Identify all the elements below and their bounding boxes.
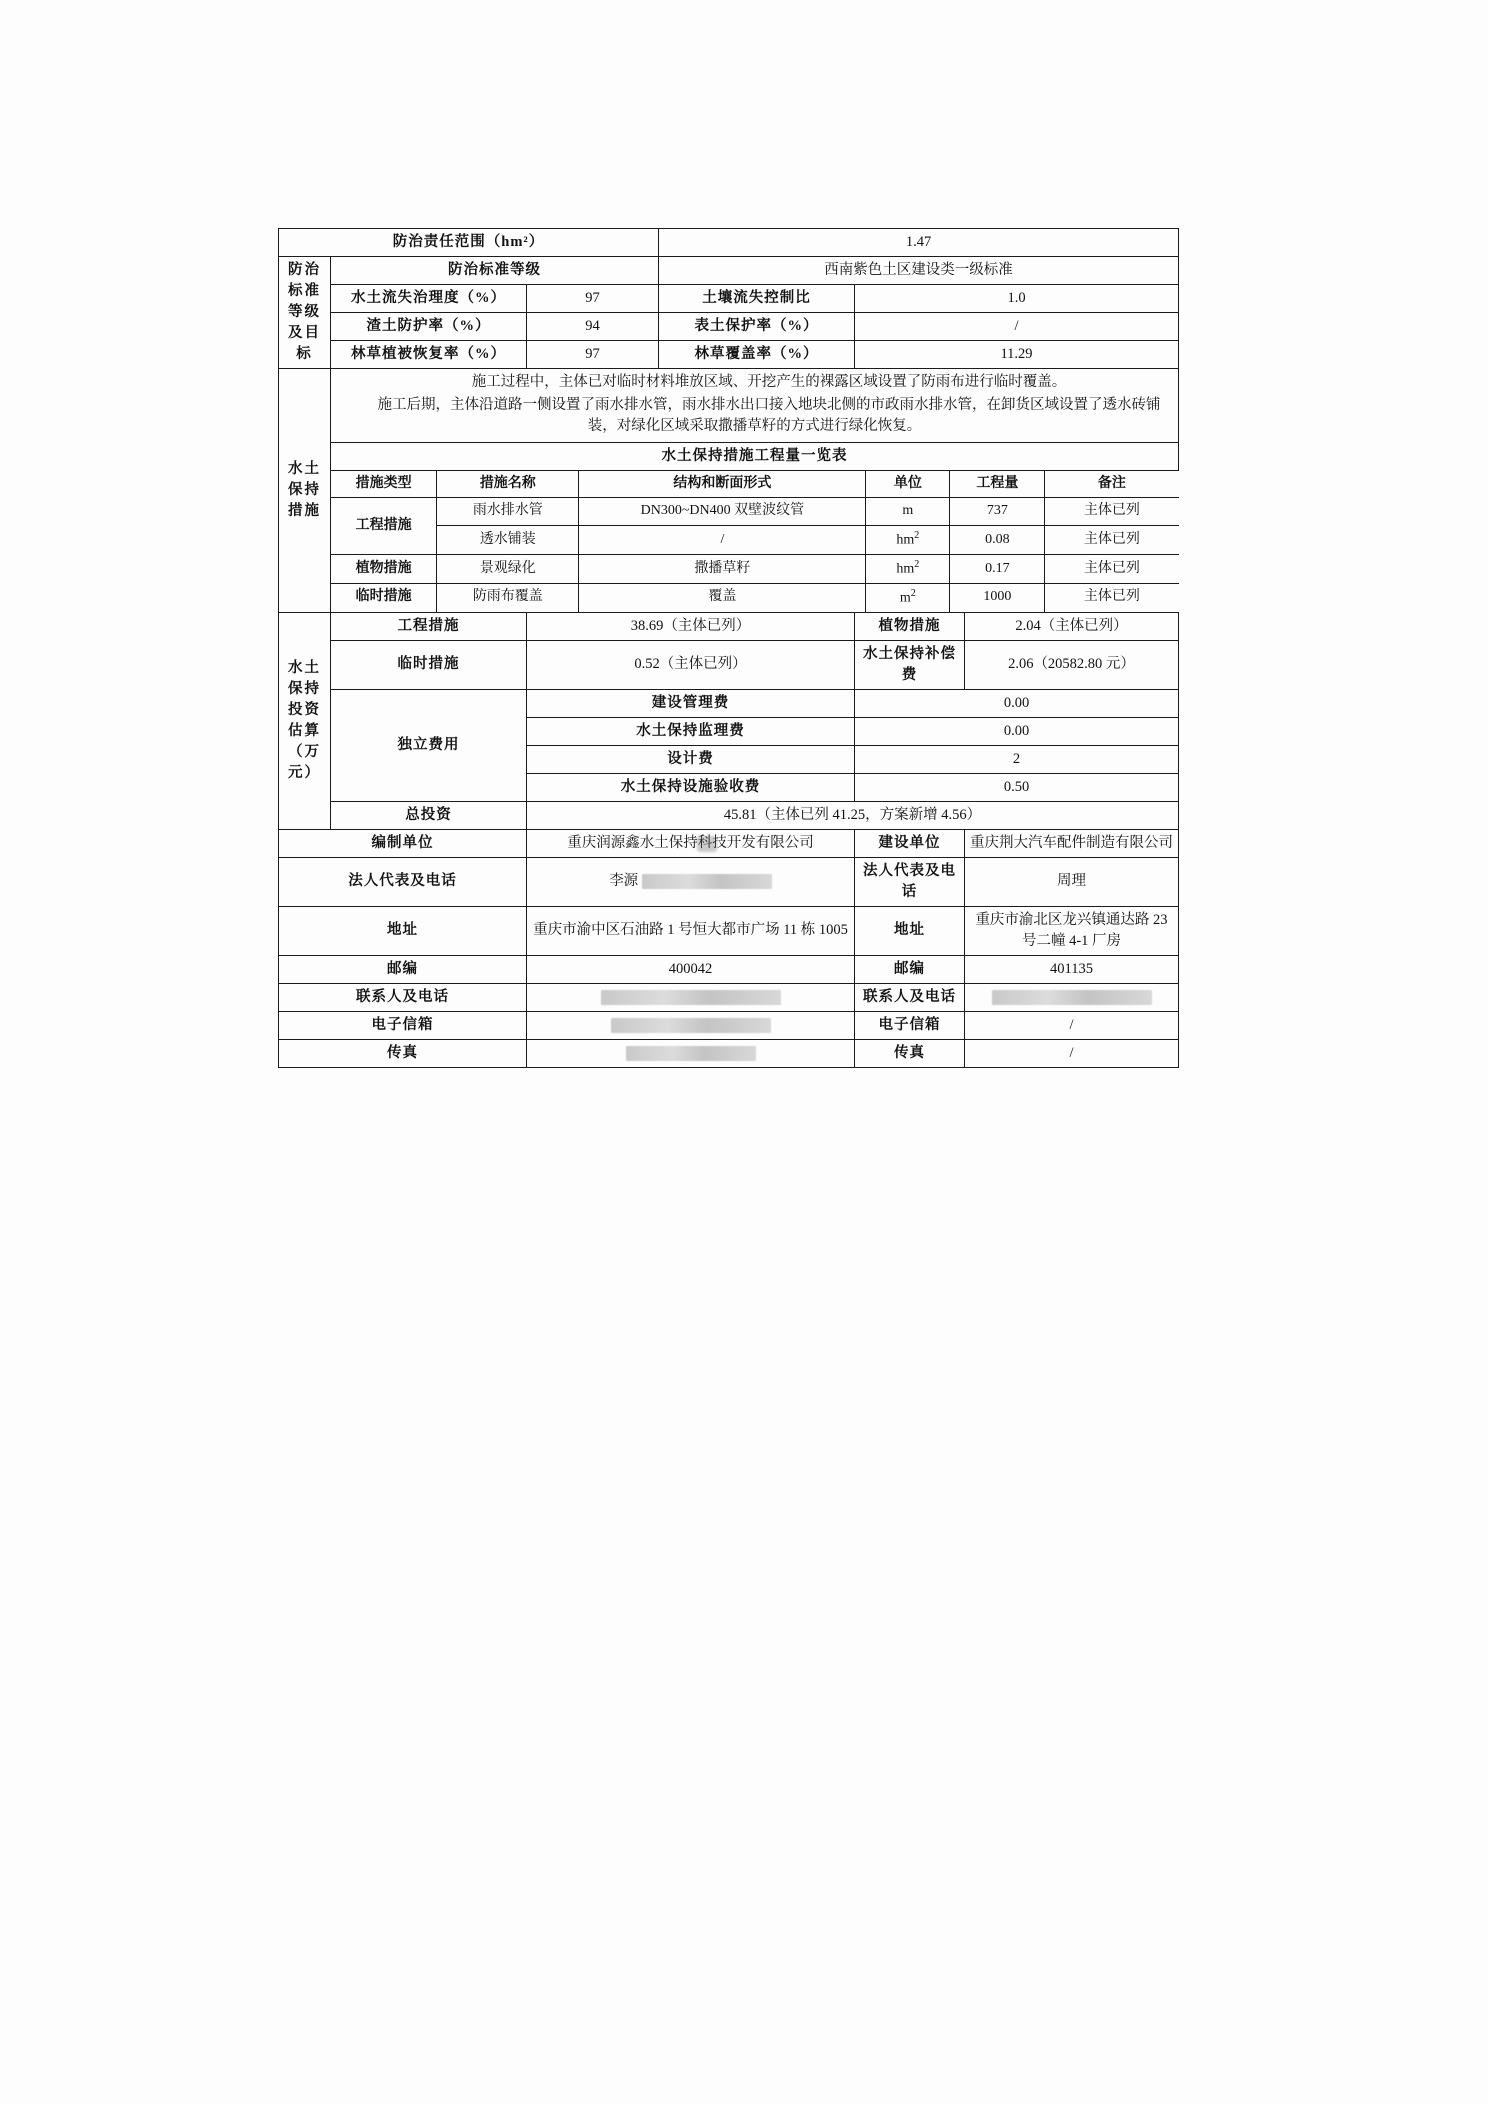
redacted-contact bbox=[601, 990, 781, 1005]
table-row bbox=[279, 341, 1179, 369]
table-row bbox=[279, 369, 1179, 443]
metric-value-left: 94 bbox=[527, 313, 659, 341]
col-header-unit: 单位 bbox=[866, 471, 950, 498]
col-header-name: 措施名称 bbox=[437, 471, 579, 498]
investment-value-left: 38.69（主体已列） bbox=[527, 612, 855, 640]
measure-form: 撒播草籽 bbox=[579, 554, 866, 583]
investment-value-left: 0.52（主体已列） bbox=[527, 640, 855, 689]
col-header-note: 备注 bbox=[1045, 471, 1179, 498]
legal-rep-name: 李源 bbox=[609, 873, 639, 890]
measure-unit: $hm^2$ bbox=[866, 525, 950, 554]
org-name-text: 重庆润源鑫水土保持科技开发有限公司 bbox=[567, 834, 814, 851]
metric-label-left: 水土流失治理度（%） bbox=[331, 285, 527, 313]
metric-value-right: 1.0 bbox=[855, 285, 1179, 313]
independent-item-value: 0.00 bbox=[855, 689, 1179, 717]
email-label-left: 电子信箱 bbox=[279, 1011, 527, 1039]
ink-blot bbox=[697, 836, 717, 852]
email-label-right: 电子信箱 bbox=[855, 1011, 965, 1039]
investment-label-right: 植物措施 bbox=[855, 612, 965, 640]
fax-label-right: 传真 bbox=[855, 1039, 965, 1067]
col-header-qty: 工程量 bbox=[950, 471, 1045, 498]
legal-rep-label-right: 法人代表及电话 bbox=[855, 857, 965, 906]
investment-value-right: 2.06（20582.80 元） bbox=[965, 640, 1179, 689]
standard-level-label: 防治标准等级 bbox=[331, 257, 659, 285]
contact-label-left: 联系人及电话 bbox=[279, 983, 527, 1011]
independent-item-value: 0.00 bbox=[855, 717, 1179, 745]
total-investment-value: 45.81（主体已列 41.25，方案新增 4.56） bbox=[527, 801, 1179, 829]
metric-value-left: 97 bbox=[527, 341, 659, 369]
measure-note: 主体已列 bbox=[1045, 583, 1179, 611]
measures-description bbox=[331, 369, 1179, 443]
table-row bbox=[279, 313, 1179, 341]
table-row bbox=[331, 498, 1179, 525]
table-header-row bbox=[331, 471, 1179, 498]
independent-item-label: 水土保持监理费 bbox=[527, 717, 855, 745]
standard-group-label: 防治标准等级及目标 bbox=[279, 257, 331, 369]
measure-form: / bbox=[579, 525, 866, 554]
investment-value-right: 2.04（主体已列） bbox=[965, 612, 1179, 640]
table-row bbox=[279, 640, 1179, 689]
measure-name: 透水铺装 bbox=[437, 525, 579, 554]
contact-value-right bbox=[965, 983, 1179, 1011]
redacted-fax bbox=[626, 1046, 756, 1061]
address-value-left: 重庆市渝中区石油路 1 号恒大都市广场 11 栋 1005 bbox=[527, 906, 855, 955]
table-row bbox=[279, 906, 1179, 955]
measure-form: DN300~DN400 双壁波纹管 bbox=[579, 498, 866, 525]
table-row bbox=[279, 285, 1179, 313]
table-row bbox=[331, 554, 1179, 583]
contact-value-left bbox=[527, 983, 855, 1011]
measure-name: 景观绿化 bbox=[437, 554, 579, 583]
table-row bbox=[279, 955, 1179, 983]
measure-qty: 1000 bbox=[950, 583, 1045, 611]
postcode-label-right: 邮编 bbox=[855, 955, 965, 983]
legal-rep-label-left: 法人代表及电话 bbox=[279, 857, 527, 906]
measure-name: 防雨布覆盖 bbox=[437, 583, 579, 611]
metric-label-left: 渣土防护率（%） bbox=[331, 313, 527, 341]
redacted-phone bbox=[642, 874, 772, 889]
postcode-value-right: 401135 bbox=[965, 955, 1179, 983]
email-value-left bbox=[527, 1011, 855, 1039]
table-row bbox=[279, 229, 1179, 257]
investment-label-left: 工程措施 bbox=[331, 612, 527, 640]
org-value-left bbox=[527, 829, 855, 857]
org-value-right: 重庆荆大汽车配件制造有限公司 bbox=[965, 829, 1179, 857]
table-row bbox=[279, 801, 1179, 829]
investment-group-label: 水土保持投资估算（万元） bbox=[279, 612, 331, 829]
table-row bbox=[279, 829, 1179, 857]
independent-item-label: 建设管理费 bbox=[527, 689, 855, 717]
metric-value-left: 97 bbox=[527, 285, 659, 313]
metric-label-right: 表土保护率（%） bbox=[659, 313, 855, 341]
table-row bbox=[279, 1039, 1179, 1067]
measure-type: 植物措施 bbox=[331, 554, 437, 583]
measure-name: 雨水排水管 bbox=[437, 498, 579, 525]
table-row bbox=[279, 857, 1179, 906]
fax-label-left: 传真 bbox=[279, 1039, 527, 1067]
table-row bbox=[279, 983, 1179, 1011]
metric-value-right: / bbox=[855, 313, 1179, 341]
measures-table-title: 水土保持措施工程量一览表 bbox=[331, 443, 1179, 471]
metric-label-right: 土壤流失控制比 bbox=[659, 285, 855, 313]
contact-label-right: 联系人及电话 bbox=[855, 983, 965, 1011]
legal-rep-value-right: 周理 bbox=[965, 857, 1179, 906]
standard-level-value: 西南紫色土区建设类一级标准 bbox=[659, 257, 1179, 285]
measures-group-label: 水土保持措施 bbox=[279, 369, 331, 613]
investment-label-left: 临时措施 bbox=[331, 640, 527, 689]
postcode-label-left: 邮编 bbox=[279, 955, 527, 983]
measure-form: 覆盖 bbox=[579, 583, 866, 611]
measure-type: 临时措施 bbox=[331, 583, 437, 611]
measure-qty: 737 bbox=[950, 498, 1045, 525]
table-row bbox=[331, 583, 1179, 611]
measures-paragraph: 施工过程中，主体已对临时材料堆放区域、开挖产生的裸露区域设置了防雨布进行临时覆盖。 bbox=[471, 374, 1067, 391]
table-row bbox=[279, 612, 1179, 640]
measure-note: 主体已列 bbox=[1045, 525, 1179, 554]
measures-paragraph: 施工后期，主体沿道路一侧设置了雨水排水管，雨水排水出口接入地块北侧的市政雨水排水管，在卸货区域设置了透水砖铺装，对绿化区域采取撒播草籽的方式进行绿化恢复。 bbox=[377, 397, 1161, 435]
table-row bbox=[279, 689, 1179, 717]
independent-item-label: 设计费 bbox=[527, 745, 855, 773]
水保方案特性表 bbox=[278, 228, 1179, 1068]
metric-label-right: 林草覆盖率（%） bbox=[659, 341, 855, 369]
email-value-right: / bbox=[965, 1011, 1179, 1039]
scope-label: 防治责任范围（hm²） bbox=[279, 229, 659, 257]
fax-value-left bbox=[527, 1039, 855, 1067]
measure-type: 工程措施 bbox=[331, 498, 437, 554]
redacted-email bbox=[611, 1018, 771, 1033]
measures-table-cell bbox=[331, 471, 1179, 612]
measure-unit: m bbox=[866, 498, 950, 525]
address-label-right: 地址 bbox=[855, 906, 965, 955]
col-header-form: 结构和断面形式 bbox=[579, 471, 866, 498]
table-row bbox=[331, 525, 1179, 554]
measure-note: 主体已列 bbox=[1045, 498, 1179, 525]
org-label-right: 建设单位 bbox=[855, 829, 965, 857]
summary-table-wrapper bbox=[278, 228, 1178, 1068]
col-header-type: 措施类型 bbox=[331, 471, 437, 498]
investment-label-right: 水土保持补偿费 bbox=[855, 640, 965, 689]
legal-rep-value-left bbox=[527, 857, 855, 906]
metric-label-left: 林草植被恢复率（%） bbox=[331, 341, 527, 369]
redacted-contact bbox=[992, 990, 1152, 1005]
fax-value-right: / bbox=[965, 1039, 1179, 1067]
independent-item-label: 水土保持设施验收费 bbox=[527, 773, 855, 801]
scope-value: 1.47 bbox=[659, 229, 1179, 257]
measure-unit: $m^2$ bbox=[866, 583, 950, 611]
independent-item-value: 0.50 bbox=[855, 773, 1179, 801]
measure-unit: $hm^2$ bbox=[866, 554, 950, 583]
table-row bbox=[279, 1011, 1179, 1039]
measure-note: 主体已列 bbox=[1045, 554, 1179, 583]
address-value-right: 重庆市渝北区龙兴镇通达路 23 号二幢 4-1 厂房 bbox=[965, 906, 1179, 955]
metric-value-right: 11.29 bbox=[855, 341, 1179, 369]
table-row bbox=[279, 471, 1179, 612]
org-label-left: 编制单位 bbox=[279, 829, 527, 857]
水土保持措施工程量一览表 bbox=[331, 471, 1179, 611]
independent-cost-label: 独立费用 bbox=[331, 689, 527, 801]
postcode-value-left: 400042 bbox=[527, 955, 855, 983]
table-row bbox=[279, 443, 1179, 471]
table-row bbox=[279, 257, 1179, 285]
total-investment-label: 总投资 bbox=[331, 801, 527, 829]
measure-qty: 0.08 bbox=[950, 525, 1045, 554]
address-label-left: 地址 bbox=[279, 906, 527, 955]
independent-item-value: 2 bbox=[855, 745, 1179, 773]
measure-qty: 0.17 bbox=[950, 554, 1045, 583]
